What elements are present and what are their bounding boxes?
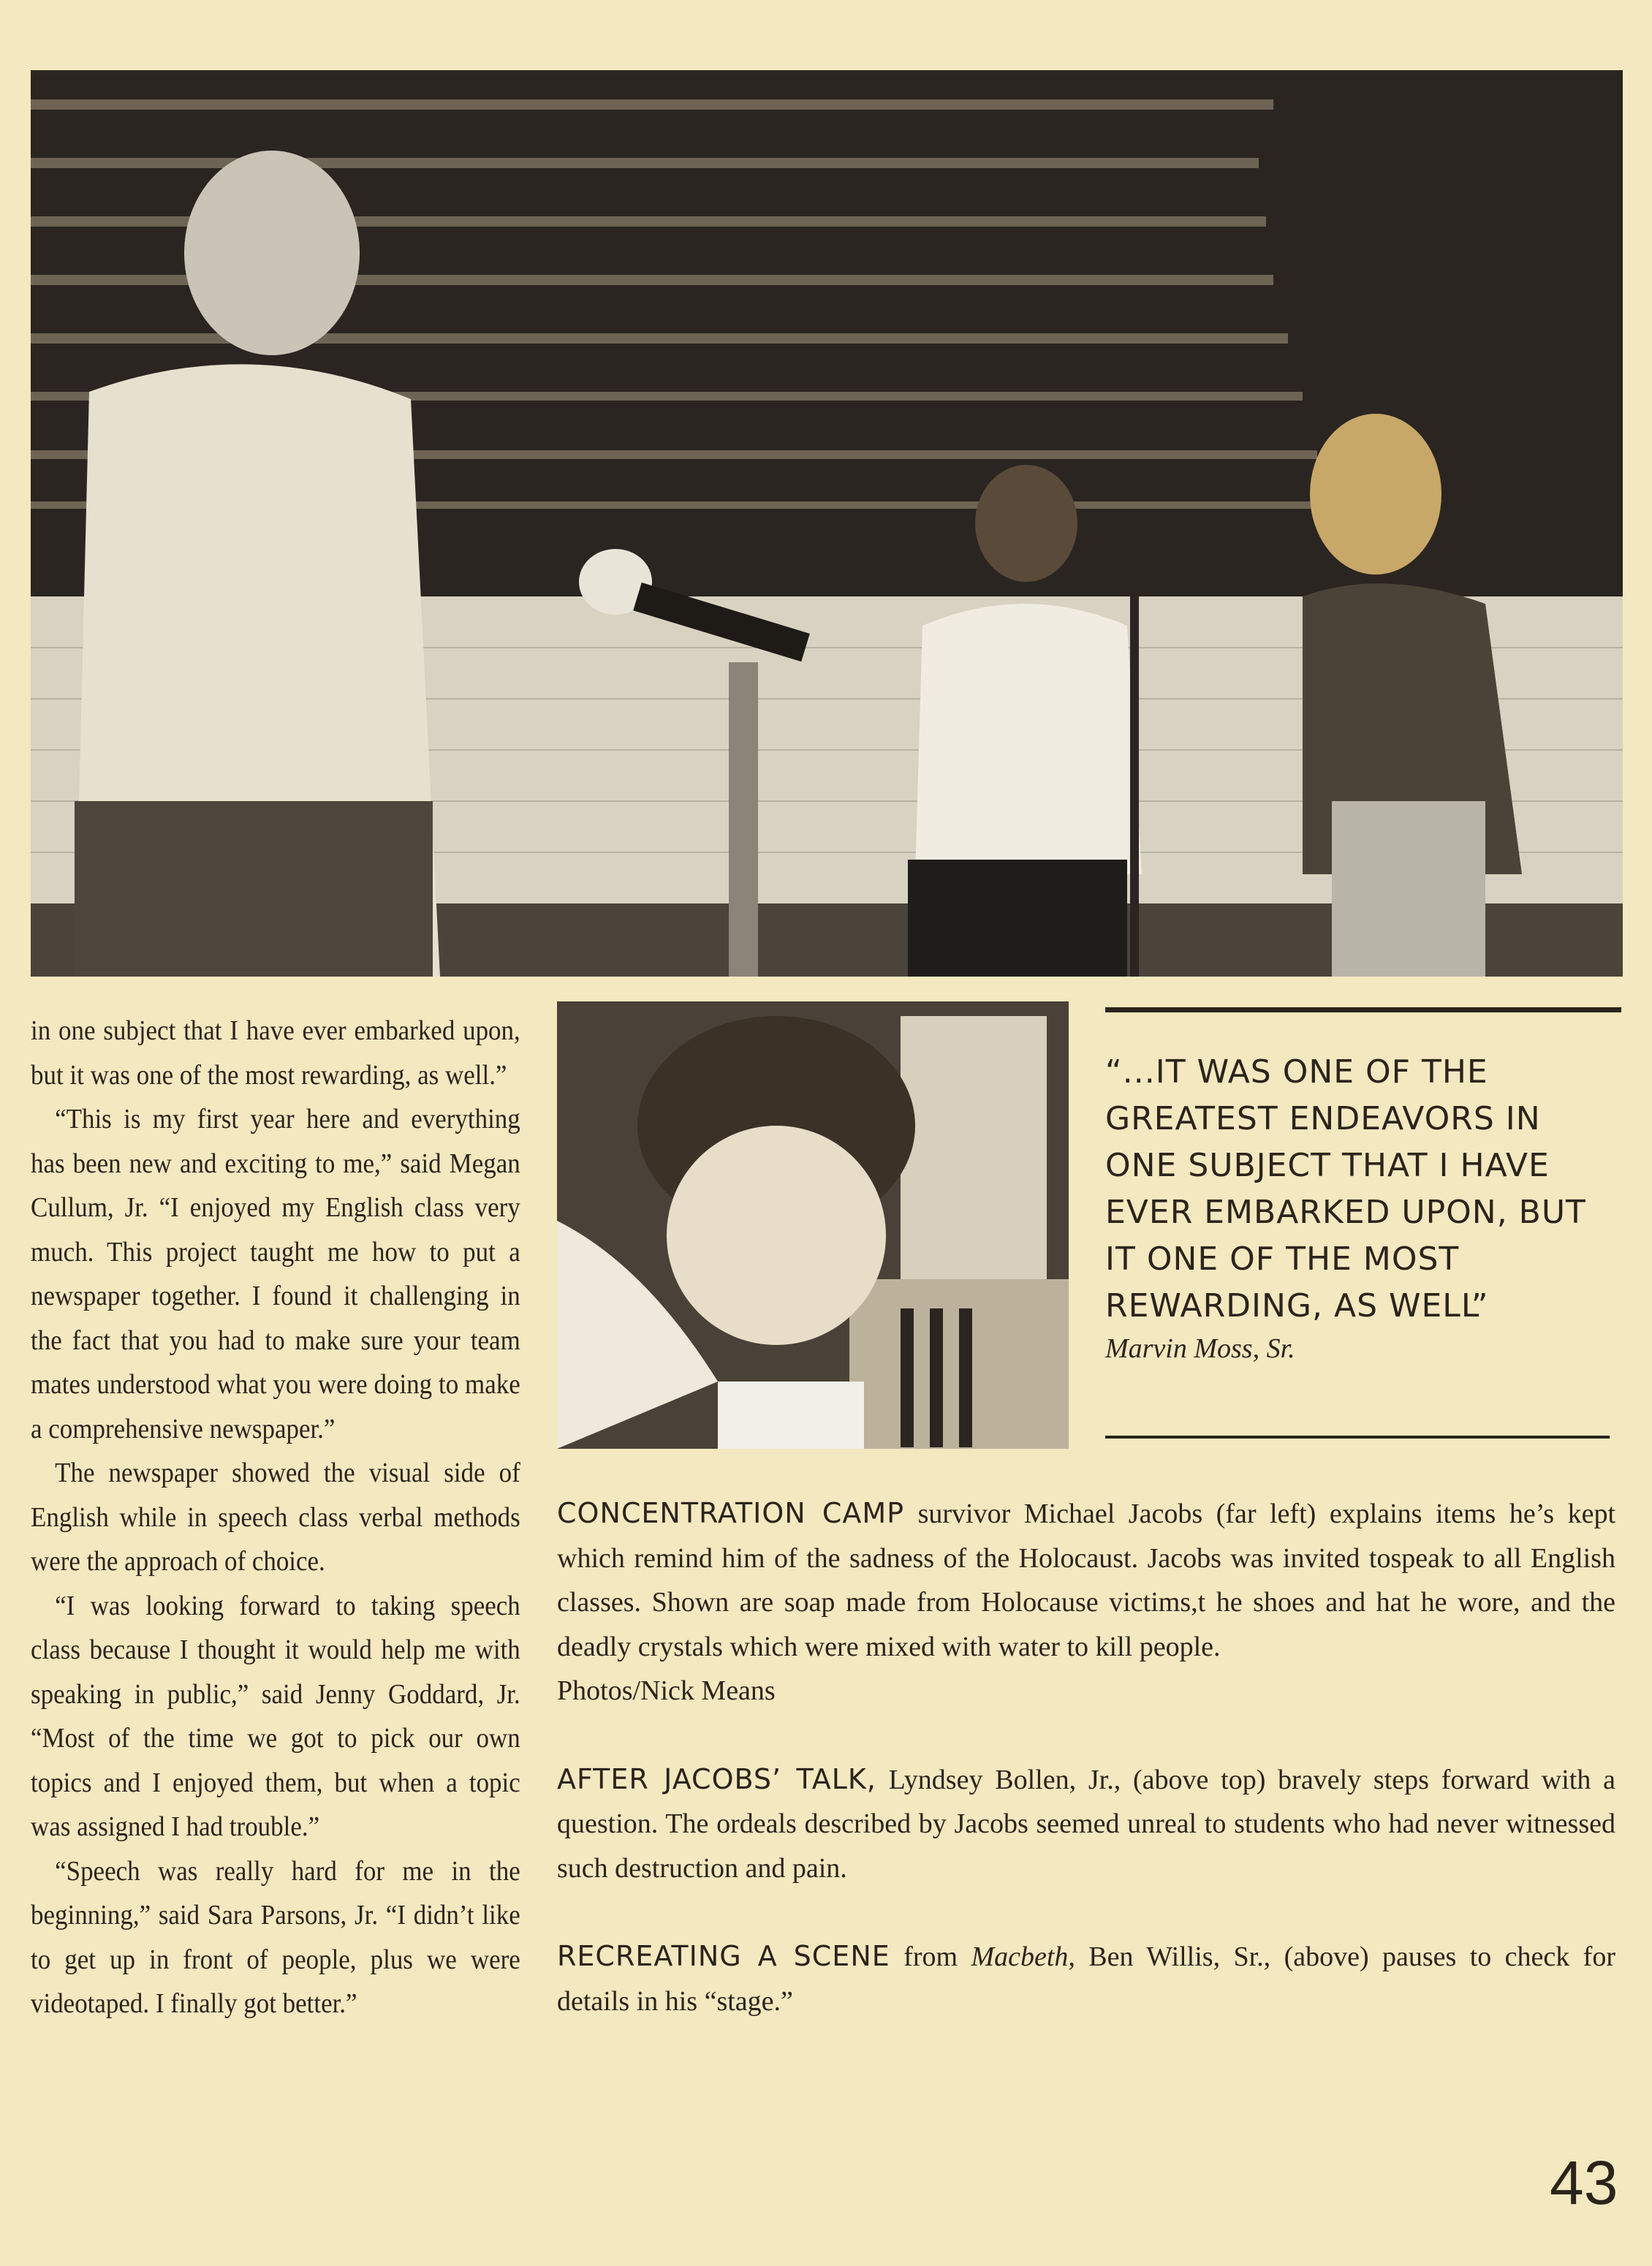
left-paragraph-2: “This is my first year here and everything has been new and exciting to me,” said Megan Cullum, Jr. “I enjoyed my English class very much. This project taught me how to put a newspaper together. I found it challenging in the fact that you had to make sure your team mates understood what you were doing to make a comprehensive newspaper.” xyxy=(31,1104,520,1444)
main-photo xyxy=(31,70,1623,977)
pull-quote-attribution: Marvin Moss, Sr. xyxy=(1105,1333,1295,1364)
caption-3-from: from xyxy=(890,1941,971,1972)
caption-1-text: survivor Michael Jacobs (far left) explains items he’s kept which remind him of the sadness of the Holocaust. Jacobs was invited tospeak to all English classes. Shown are soap made from Holocause victims,t he shoes and hat he wore, and the deadly crystals which were mixed with water to kill people. xyxy=(557,1498,1615,1662)
left-column xyxy=(31,1009,520,2026)
left-paragraph-3: The newspaper showed the visual side of English while in speech class verbal methods were the approach of choice. xyxy=(31,1458,520,1577)
caption-1-lead: CONCENTRATION CAMP xyxy=(557,1497,905,1529)
left-paragraph-5: “Speech was really hard for me in the beginning,” said Sara Parsons, Jr. “I didn’t like to get up in front of people, plus we were videotaped. I finally got better.” xyxy=(31,1855,520,2019)
left-paragraph-4: “I was looking forward to taking speech class because I thought it would help me with speaking in public,” said Jenny Goddard, Jr. “Most of the time we got to pick our own topics and I enjoyed them, but when a topic was assigned I had trouble.” xyxy=(31,1590,520,1842)
captions xyxy=(557,1491,1615,2067)
caption-recreating-scene xyxy=(557,1934,1615,2023)
caption-concentration-camp xyxy=(557,1491,1615,1669)
inset-photo xyxy=(557,1001,1069,1449)
pull-quote-bottom-rule xyxy=(1105,1436,1610,1439)
left-paragraph-1: in one subject that I have ever embarked upon, but it was one of the most rewarding, as well.” xyxy=(31,1015,520,1091)
caption-2-text: Lyndsey Bollen, Jr., (above top) bravely steps forward with a question. The ordeals described by Jacobs seemed unreal to students who had never witnessed such destruction and pain. xyxy=(557,1764,1615,1884)
pull-quote-text: “...IT WAS ONE OF THE GREATEST ENDEAVORS IN ONE SUBJECT THAT I HAVE EVER EMBARKED UPON, BUT IT ONE OF THE MOST REWARDING, AS WELL” xyxy=(1105,1053,1586,1325)
caption-3-title: Macbeth, xyxy=(971,1941,1075,1972)
inset-photo-drawing xyxy=(557,1001,1069,1449)
page-number: 43 xyxy=(1550,2148,1618,2217)
photo-credit: Photos/Nick Means xyxy=(557,1675,776,1706)
main-photo-drawing xyxy=(31,70,1623,977)
pull-quote xyxy=(1105,1007,1621,1365)
caption-3-lead: RECREATING A SCENE xyxy=(557,1940,890,1972)
caption-after-talk xyxy=(557,1757,1615,1891)
caption-3-text: Ben Willis, Sr., (above) pauses to check for details in his “stage.” xyxy=(557,1941,1615,2017)
caption-2-lead: AFTER JACOBS’ TALK, xyxy=(557,1762,876,1795)
